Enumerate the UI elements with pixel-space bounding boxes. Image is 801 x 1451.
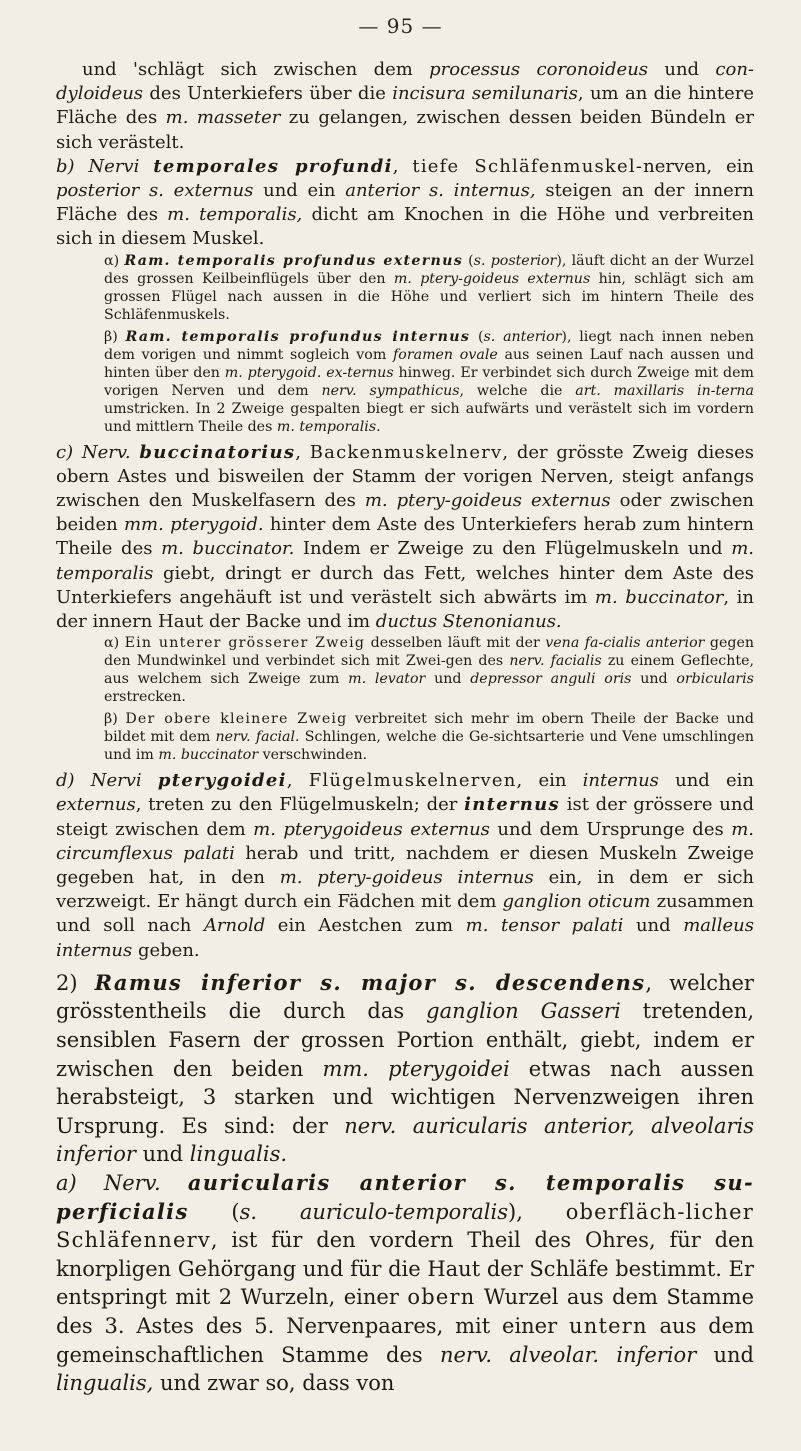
text-run: a) Nerv.: [56, 1171, 188, 1196]
text-run: und: [648, 59, 716, 80]
text-run: m. temporalis.: [276, 418, 381, 435]
text-run: Indem er Zweige zu den Flügelmuskeln und: [294, 538, 732, 560]
text-run: tretenden, sensiblen Fasern der grossen Portion enthält, giebt, indem er zwischen den beiden: [56, 999, 754, 1081]
text-run: tiefe Schläfenmuskel-: [412, 155, 644, 177]
text-run: Schlingen, welche die Ge-sichtsarterie und Vene umschlingen und im: [104, 729, 754, 764]
text-run: lingualis.: [189, 1142, 288, 1167]
text-run: externus: [56, 794, 136, 816]
text-run: s. posterior: [473, 252, 557, 269]
section-a-nerv-auricularis-anterior: [56, 1169, 754, 1398]
text-run: 2): [56, 970, 95, 995]
text-run: obern: [407, 1285, 476, 1310]
text-run: (: [188, 1199, 240, 1224]
text-run: foramen ovale: [393, 346, 498, 363]
text-run: oberfläch-licher Schläfennerv: [56, 1199, 755, 1253]
text-run: hinter dem Aste des Unterkiefers herab zum hintern Theile des: [56, 514, 754, 560]
text-run: art. maxillaris in-terna: [575, 382, 755, 399]
text-run: depressor anguli oris: [470, 671, 632, 688]
text-run: malleus internus: [56, 915, 755, 961]
text-run: erstrecken.: [104, 689, 186, 706]
paragraph-continuation: [56, 58, 754, 155]
text-run: ,: [392, 155, 413, 177]
text-run: des Unterkiefers über die: [143, 83, 393, 105]
text-run: und: [135, 1142, 190, 1167]
text-run: ist der grössere und steigt zwischen dem: [56, 794, 754, 840]
text-run: hinweg. Er verbindet sich durch Zweige mit dem vorigen Nerven und dem: [104, 364, 754, 399]
subnote-c-alpha: [104, 634, 754, 706]
text-run: , welche die: [459, 382, 576, 399]
text-run: α): [104, 252, 125, 269]
text-run: buccinatorius: [139, 441, 296, 463]
text-run: incisura semilunaris: [392, 83, 578, 105]
text-run: und dem Ursprunge des: [489, 818, 732, 840]
text-run: zusammen und soll nach: [56, 891, 755, 937]
text-run: nerv. alveolar. inferior: [439, 1342, 697, 1367]
text-run: c) Nerv.: [56, 441, 140, 463]
text-run: Arnold: [203, 915, 266, 937]
text-run: s. anterior: [483, 328, 562, 345]
text-run: α): [104, 635, 125, 652]
text-run: geben.: [132, 939, 200, 961]
text-run: Backenmuskelnerv: [309, 441, 503, 463]
text-run: desselben läuft mit der: [365, 635, 546, 652]
text-run: dicht am Knochen in die Höhe und verbreiten sich in diesem Muskel.: [56, 204, 755, 250]
text-run: hin, schlägt sich am grossen Flügel nach aussen in die Höhe und verliert sich im hintern Theile des Schläfenmuskels.: [104, 270, 754, 323]
text-run: s. auriculo-temporalis: [239, 1199, 509, 1224]
text-run: ),: [508, 1199, 566, 1224]
text-run: lingualis,: [56, 1371, 154, 1396]
text-run: ganglion Gasseri: [426, 999, 621, 1024]
text-run: und: [631, 671, 677, 688]
text-run: Ram. temporalis profundus internus: [125, 328, 471, 345]
text-run: β): [104, 711, 126, 728]
text-run: Flügelmuskelnerven: [308, 770, 517, 792]
subnote-b-alpha: [104, 252, 754, 324]
text-run: posterior s. externus: [56, 180, 254, 202]
text-run: m. ptery-goideus externus: [364, 490, 611, 512]
text-run: ductus Stenonianus.: [375, 611, 562, 633]
text-run: nerv. facialis: [509, 653, 602, 670]
section-b-nervi-temporales-profundi: [56, 155, 754, 252]
text-run: m. buccinator.: [161, 538, 295, 560]
text-run: m. pterygoid. ex-ternus: [224, 364, 394, 381]
text-run: m. levator: [348, 671, 426, 688]
text-run: , ein: [516, 770, 583, 792]
text-run: giebt, dringt er durch das Fett, welches hinter dem Aste des Unterkiefers angehäuft ist und verästelt sich abwärts im: [56, 562, 754, 608]
text-run: und zwar so, dass von: [153, 1371, 395, 1396]
text-run: aus dem gemeinschaftlichen Stamme des: [56, 1314, 754, 1367]
text-run: mm. pterygoidei: [322, 1056, 510, 1081]
text-run: vena fa-cialis anterior: [545, 635, 705, 652]
text-run: mm. pterygoid.: [123, 514, 264, 536]
section-c-nerv-buccinatorius: [56, 441, 754, 635]
text-run: Wurzel aus dem Stamme des 3. Astes des 5. Nervenpaares, mit einer: [56, 1285, 754, 1338]
text-run: nerv. auricularis anterior, alveolaris inferior: [56, 1113, 754, 1167]
text-run: , der grösste Zweig dieses obern Astes und bisweilen der Stamm der vorigen Nerven, steigt anfangs zwischen den Muskelfasern des: [56, 441, 755, 512]
text-run: con-dyloideus: [56, 59, 754, 105]
section-d-nervi-pterygoidei: [56, 769, 754, 963]
text-run: Ramus inferior s. major s. descendens: [94, 969, 646, 995]
text-run: , um an die hintere Fläche des: [56, 83, 754, 129]
text-run: untern: [569, 1314, 648, 1338]
text-run: temporales profundi: [153, 155, 393, 177]
text-run: anterior s. internus,: [345, 180, 536, 202]
text-run: steigen an der innern Fläche des: [56, 180, 755, 226]
text-run: , in der innern Haut der Backe und im: [56, 586, 755, 633]
text-run: m. pterygoideus externus: [253, 818, 490, 840]
text-run: ein Aestchen zum: [265, 915, 466, 937]
text-run: ), läuft dicht an der Wurzel des grossen Keilbeinflügels über den: [104, 252, 754, 287]
text-run: m. ptery-goideus internus: [279, 867, 534, 889]
text-run: , treten zu den Flügelmuskeln; der: [135, 794, 465, 816]
text-run: Der obere kleinere Zweig: [125, 711, 348, 728]
section-2-ramus-inferior: [56, 969, 754, 1169]
text-run: orbicularis: [676, 671, 754, 688]
text-run: verbreitet sich mehr im obern Theile der Backe und bildet mit dem: [104, 711, 754, 746]
text-run: ), liegt nach innen neben dem vorigen und nimmt sogleich vom: [104, 328, 754, 363]
text-run: Ein unterer grösserer Zweig: [124, 635, 366, 652]
body-text: [56, 58, 754, 1398]
text-run: , ist für den vordern Theil des Ohres, für den knorpligen Gehörgang und für die Haut der Schläfe bestimmt. Er entspringt mit 2 Wurzeln, einer: [56, 1228, 754, 1310]
text-run: Ram. temporalis profundus externus: [124, 252, 463, 269]
text-run: oder zwischen beiden: [56, 490, 754, 536]
text-run: m. buccinator: [158, 747, 259, 764]
text-run: und ein: [658, 770, 755, 792]
text-run: , welcher grösstentheils die durch das: [56, 970, 754, 1024]
text-run: m. masseter: [165, 107, 281, 129]
text-run: m. buccinator: [594, 586, 724, 608]
text-run: internus: [464, 794, 560, 816]
text-run: processus coronoideus: [429, 59, 649, 80]
text-run: verschwinden.: [258, 747, 368, 764]
text-run: nerv. facial.: [215, 729, 300, 746]
text-run: und: [425, 671, 471, 688]
text-run: nerv. sympathicus: [321, 382, 460, 399]
subnote-b-beta: [104, 328, 754, 436]
text-run: umstricken. In 2 Zweige gespalten biegt er sich aufwärts und verästelt sich im vordern und mittlern Theile des: [104, 400, 754, 435]
text-run: d) Nervi: [56, 770, 158, 792]
text-run: auricularis anterior s. temporalis su-perficialis: [56, 1170, 754, 1224]
text-run: ganglion oticum: [502, 891, 651, 913]
text-run: und: [696, 1342, 754, 1367]
text-run: aus seinen Lauf nach aussen und hinten über den: [104, 346, 754, 381]
text-run: und: [623, 915, 684, 937]
text-run: pterygoidei: [157, 770, 287, 792]
text-run: b) Nervi: [56, 155, 154, 177]
text-run: etwas nach aussen herabsteigt, 3 starken und wichtigen Nervenzweigen ihren Ursprung. Es sind: der: [56, 1056, 755, 1138]
text-run: (: [470, 328, 484, 345]
text-run: ,: [286, 770, 309, 792]
text-run: m. tensor palati: [465, 915, 624, 937]
text-run: ,: [295, 441, 310, 463]
text-run: gegen den Mundwinkel und verbindet sich mit Zwei-gen des: [104, 635, 754, 670]
text-run: zu gelangen, zwischen dessen beiden Bündeln er sich verästelt.: [56, 107, 754, 153]
text-run: m. circumflexus palati: [56, 818, 754, 864]
text-run: nerven, ein: [643, 155, 755, 177]
text-run: und 'schlägt sich zwischen dem: [82, 59, 430, 80]
text-run: m. temporalis: [56, 538, 754, 584]
text-run: herab und tritt, nachdem er diesen Muskeln Zweige gegeben hat, in den: [56, 842, 754, 889]
text-run: ein, in dem er sich verzweigt. Er hängt durch ein Fädchen mit dem: [56, 867, 754, 913]
text-run: m. ptery-goideus externus: [393, 270, 591, 287]
subnote-c-beta: [104, 710, 754, 764]
text-run: und ein: [253, 180, 346, 202]
text-run: zu einem Geflechte, aus welchem sich Zweige zum: [104, 653, 754, 688]
text-run: (: [463, 252, 474, 269]
text-run: β): [104, 328, 126, 345]
page-number: — 95 —: [358, 14, 443, 38]
text-run: m. temporalis,: [167, 204, 303, 226]
text-run: internus: [582, 770, 659, 792]
